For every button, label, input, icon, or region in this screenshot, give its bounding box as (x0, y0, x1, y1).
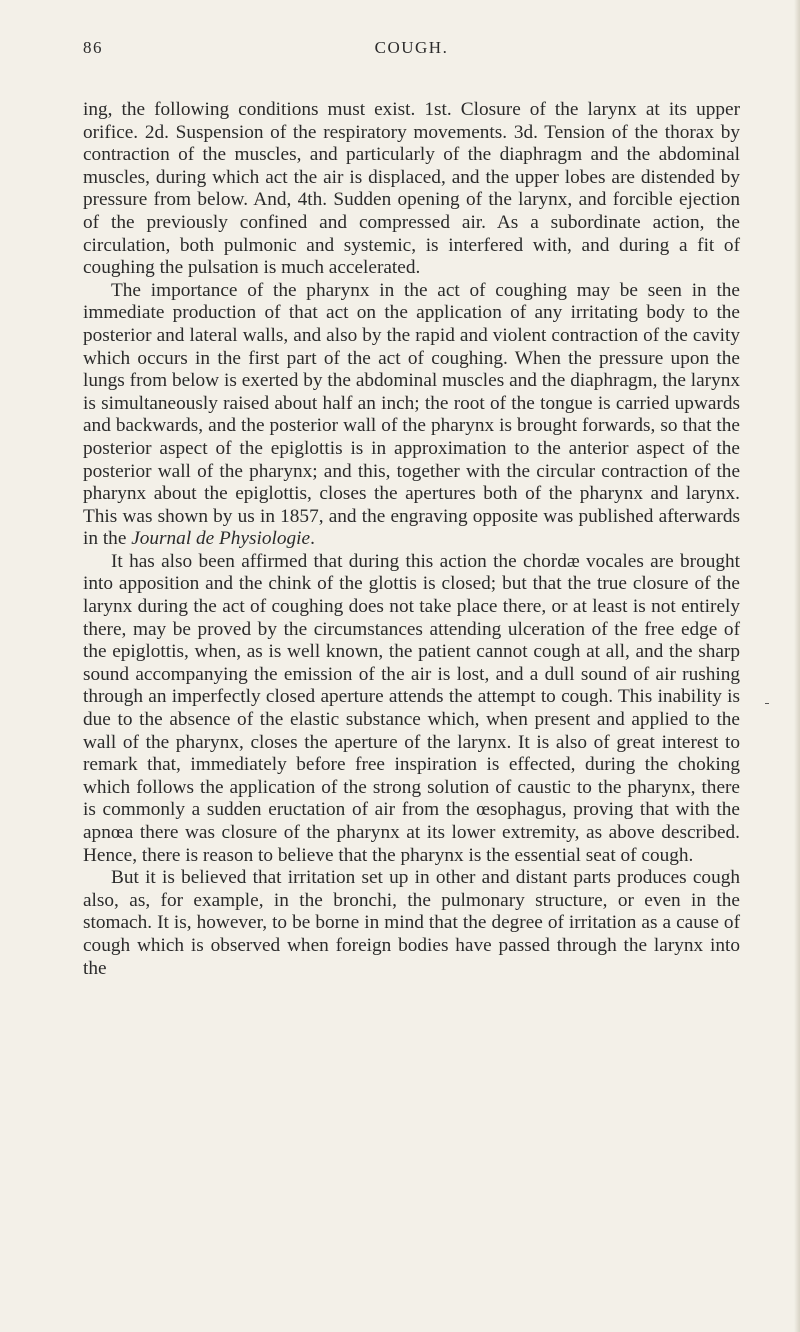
paragraph-text: The importance of the pharynx in the act of coughing may be seen in the immediate production of that act on the application of any irritating body to the posterior and lateral walls, and also by the rapid and violent contraction of the cavity which occurs in the first part of the act of coughing. When the pressure upon the lungs from below is exerted by the abdominal muscles and the diaphragm, the larynx is simultaneously raised about half an inch; the root of the tongue is carried upwards and backwards, and the posterior wall of the pharynx is brought forwards, so that the posterior aspect of the epiglottis is in approximation to the anterior aspect of the posterior wall of the pharynx; and this, together with the circular contraction of the pharynx about the epiglottis, closes the apertures both of the pharynx and larynx. This was shown by us in 1857, and the engraving opposite was published afterwards in the (83, 279, 740, 550)
paragraph (83, 867, 740, 980)
page-number: 86 (83, 38, 103, 57)
paragraph-text: ing, the following conditions must exist. 1st. Closure of the larynx at its upper orifice. 2d. Suspension of the respiratory movements. 3d. Tension of the thorax by contraction of the muscles, and particularly of the diaphragm and the abdominal muscles, during which act the air is displaced, and the upper lobes are distended by pressure from below. And, 4th. Sudden opening of the larynx, and forcible ejection of the previously confined and compressed air. As a subordinate action, the circulation, both pulmonic and systemic, is interfered with, and during a fit of coughing the pulsation is much accelerated. (83, 99, 740, 279)
body-text (83, 99, 740, 980)
paragraph (83, 280, 740, 551)
journal-title: Journal de Physiologie (131, 528, 311, 550)
margin-mark (765, 703, 769, 704)
running-title: COUGH. (374, 38, 449, 57)
page-edge-shadow (794, 0, 800, 1332)
paragraph-text: But it is believed that irritation set up in other and distant parts produces cough also, as, for example, in the bronchi, the pulmonary structure, or even in the stomach. It is, however, to be borne in mind that the degree of irritation as a cause of cough which is observed when foreign bodies have passed through the larynx into the (83, 867, 740, 979)
page-header (83, 38, 740, 78)
paragraph (83, 99, 740, 280)
paragraph-text-end: . (310, 528, 315, 550)
paragraph-text: It has also been affirmed that during this action the chordæ vocales are brought into apposition and the chink of the glottis is closed; but that the true closure of the larynx during the act of coughing does not take place there, or at least is not entirely there, may be proved by the circumstances attending ulceration of the free edge of the epiglottis, when, as is well known, the patient cannot cough at all, and the sharp sound accompanying the emission of the air is lost, and a dull sound of air rushing through an imperfectly closed aperture attends the attempt to cough. This inability is due to the absence of the elastic substance which, when present and applied to the wall of the pharynx, closes the aperture of the larynx. It is also of great interest to remark that, immediately before free inspiration is effected, during the choking which follows the application of the strong solution of caustic to the pharynx, there is commonly a sudden eructation of air from the œsophagus, proving that with the apnœa there was closure of the pharynx at its lower extremity, as above described. Hence, there is reason to believe that the pharynx is the essential seat of cough. (83, 550, 740, 866)
paragraph (83, 551, 740, 867)
